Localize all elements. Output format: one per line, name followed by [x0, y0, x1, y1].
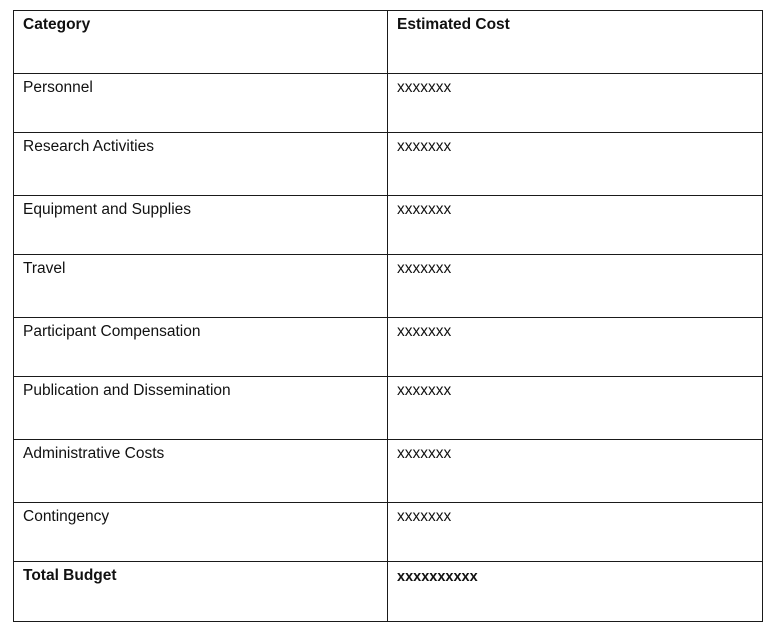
table-row — [14, 377, 763, 440]
table-row — [14, 74, 763, 133]
row-cost: xxxxxxx — [388, 133, 763, 196]
row-cost: xxxxxxx — [388, 196, 763, 255]
table-row — [14, 440, 763, 503]
row-cost: xxxxxxx — [388, 440, 763, 503]
table-row — [14, 318, 763, 377]
row-category: Publication and Dissemination — [14, 377, 388, 440]
row-cost: xxxxxxx — [388, 503, 763, 562]
row-cost: xxxxxxx — [388, 377, 763, 440]
row-cost: xxxxxxx — [388, 255, 763, 318]
row-category: Research Activities — [14, 133, 388, 196]
table-row — [14, 196, 763, 255]
row-category: Travel — [14, 255, 388, 318]
total-row — [14, 562, 763, 622]
total-cost: xxxxxxxxxx — [388, 562, 763, 622]
row-cost: xxxxxxx — [388, 74, 763, 133]
row-category: Equipment and Supplies — [14, 196, 388, 255]
table-row — [14, 255, 763, 318]
header-estimated-cost: Estimated Cost — [388, 11, 763, 74]
table-row — [14, 503, 763, 562]
row-category: Contingency — [14, 503, 388, 562]
total-label: Total Budget — [14, 562, 388, 622]
row-category: Participant Compensation — [14, 318, 388, 377]
row-category: Personnel — [14, 74, 388, 133]
row-category: Administrative Costs — [14, 440, 388, 503]
header-category: Category — [14, 11, 388, 74]
budget-table — [13, 10, 763, 622]
row-cost: xxxxxxx — [388, 318, 763, 377]
table-row — [14, 133, 763, 196]
table-header-row — [14, 11, 763, 74]
